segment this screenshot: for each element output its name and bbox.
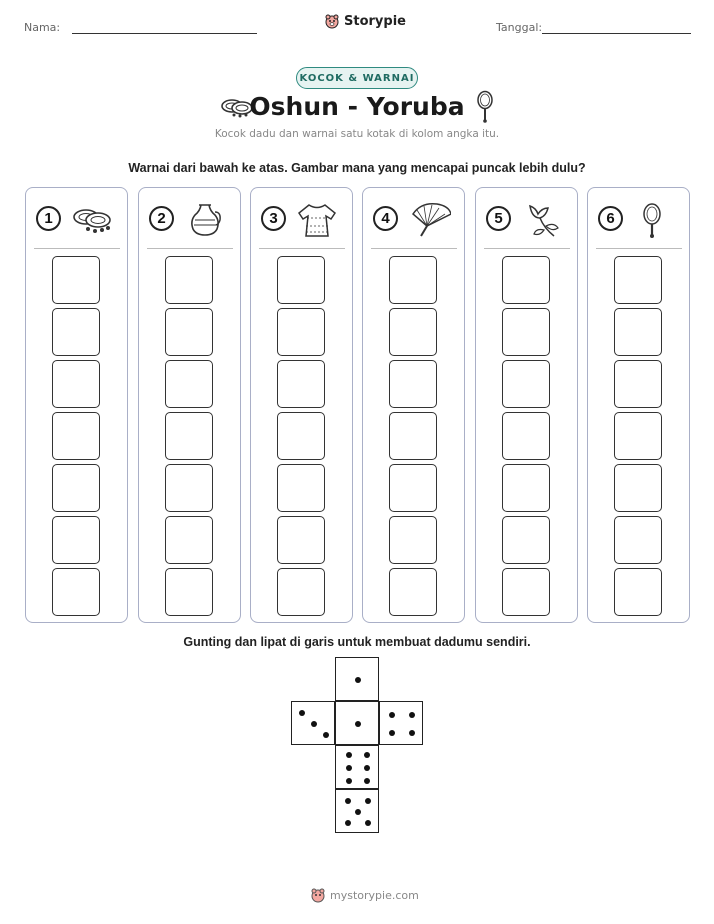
color-box[interactable] <box>389 308 437 356</box>
dice-pip <box>409 730 415 736</box>
dice-pip <box>355 677 361 683</box>
column-number: 4 <box>373 206 398 231</box>
column-number: 6 <box>598 206 623 231</box>
color-box[interactable] <box>277 516 325 564</box>
dice-face-5 <box>335 789 379 833</box>
color-box[interactable] <box>389 412 437 460</box>
color-box[interactable] <box>614 360 662 408</box>
color-box[interactable] <box>389 568 437 616</box>
column-header <box>596 202 682 238</box>
instruction: Warnai dari bawah ke atas. Gambar mana yang mencapai puncak lebih dulu? <box>128 161 586 175</box>
footer <box>310 887 419 903</box>
color-box[interactable] <box>502 464 550 512</box>
color-box[interactable] <box>389 256 437 304</box>
color-box[interactable] <box>389 516 437 564</box>
activity-badge: KOCOK & WARNAI <box>296 67 418 89</box>
dice-pip <box>311 721 317 727</box>
dress-icon <box>295 202 339 238</box>
color-column-3 <box>250 187 353 623</box>
color-box[interactable] <box>165 308 213 356</box>
color-column-6 <box>587 187 690 623</box>
color-box[interactable] <box>502 568 550 616</box>
color-box[interactable] <box>614 464 662 512</box>
column-divider <box>484 248 570 249</box>
column-divider <box>259 248 345 249</box>
dice-face-1 <box>335 701 379 745</box>
dice-pip <box>355 721 361 727</box>
color-box[interactable] <box>52 568 100 616</box>
mirror-icon <box>632 202 676 238</box>
color-box[interactable] <box>165 412 213 460</box>
dice-pip <box>389 712 395 718</box>
date-label: Tanggal: <box>496 21 543 34</box>
dice-face-6 <box>335 745 379 789</box>
color-box[interactable] <box>614 256 662 304</box>
name-label: Nama: <box>24 21 61 34</box>
date-line <box>542 33 691 34</box>
dice-face-4 <box>379 701 423 745</box>
column-header <box>484 202 570 238</box>
color-box[interactable] <box>502 360 550 408</box>
mirror-icon <box>475 90 495 124</box>
subtitle: Kocok dadu dan warnai satu kotak di kolom angka itu. <box>214 128 500 140</box>
dice-pip <box>299 710 305 716</box>
color-box[interactable] <box>389 464 437 512</box>
column-header <box>34 202 120 238</box>
color-box[interactable] <box>52 516 100 564</box>
color-box[interactable] <box>614 568 662 616</box>
color-box[interactable] <box>614 516 662 564</box>
dice-pip <box>364 778 370 784</box>
color-column-1 <box>25 187 128 623</box>
dice-pip <box>345 820 351 826</box>
column-number: 2 <box>149 206 174 231</box>
color-box[interactable] <box>277 412 325 460</box>
column-divider <box>596 248 682 249</box>
color-box[interactable] <box>502 308 550 356</box>
dice-face-3 <box>291 701 335 745</box>
dice-pip <box>346 778 352 784</box>
column-divider <box>34 248 120 249</box>
dice-pip <box>346 765 352 771</box>
storypie-mascot-icon <box>310 887 326 903</box>
color-box[interactable] <box>277 256 325 304</box>
page-title: Oshun - Yoruba <box>249 92 465 121</box>
color-box[interactable] <box>52 360 100 408</box>
fan-icon <box>407 202 451 238</box>
color-box[interactable] <box>277 568 325 616</box>
dice-pip <box>389 730 395 736</box>
flower-icon <box>520 202 564 238</box>
dice-pip <box>346 752 352 758</box>
color-box[interactable] <box>52 256 100 304</box>
column-number: 3 <box>261 206 286 231</box>
color-column-2 <box>138 187 241 623</box>
color-box[interactable] <box>614 412 662 460</box>
color-box[interactable] <box>165 360 213 408</box>
dice-pip <box>365 820 371 826</box>
color-box[interactable] <box>52 412 100 460</box>
column-divider <box>147 248 233 249</box>
footer-url: mystorypie.com <box>330 888 419 902</box>
dice-pip <box>364 765 370 771</box>
column-number: 1 <box>36 206 61 231</box>
column-header <box>259 202 345 238</box>
color-box[interactable] <box>52 464 100 512</box>
color-box[interactable] <box>277 308 325 356</box>
dice-pip <box>409 712 415 718</box>
vase-icon <box>183 202 227 238</box>
column-divider <box>371 248 457 249</box>
dice-pip <box>345 798 351 804</box>
color-box[interactable] <box>502 412 550 460</box>
color-box[interactable] <box>165 516 213 564</box>
name-line <box>72 33 257 34</box>
storypie-mascot-icon <box>324 13 340 29</box>
column-header <box>147 202 233 238</box>
color-box[interactable] <box>502 516 550 564</box>
bracelets-icon <box>70 202 114 238</box>
brand-name: Storypie <box>344 13 406 29</box>
dice-pip <box>365 798 371 804</box>
color-box[interactable] <box>165 568 213 616</box>
color-box[interactable] <box>52 308 100 356</box>
column-header <box>371 202 457 238</box>
color-box[interactable] <box>502 256 550 304</box>
color-box[interactable] <box>389 360 437 408</box>
color-column-5 <box>475 187 578 623</box>
color-box[interactable] <box>277 360 325 408</box>
dice-pip <box>323 732 329 738</box>
color-box[interactable] <box>165 256 213 304</box>
dice-pip <box>355 809 361 815</box>
color-column-4 <box>362 187 465 623</box>
brand-logo <box>324 13 406 29</box>
dice-pip <box>364 752 370 758</box>
color-box[interactable] <box>614 308 662 356</box>
cut-instruction: Gunting dan lipat di garis untuk membuat dadumu sendiri. <box>183 635 531 649</box>
color-box[interactable] <box>277 464 325 512</box>
color-box[interactable] <box>165 464 213 512</box>
dice-face-1 <box>335 657 379 701</box>
column-number: 5 <box>486 206 511 231</box>
